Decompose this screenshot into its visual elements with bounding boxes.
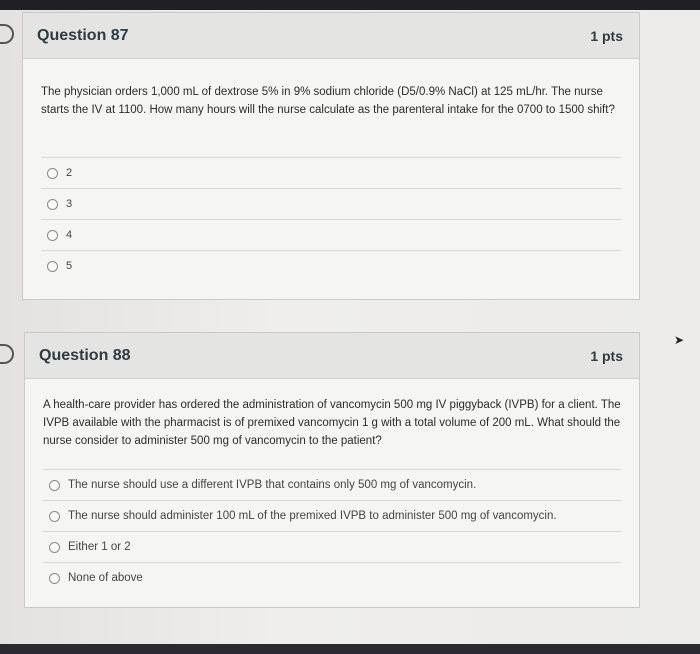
answer-label: 3 xyxy=(66,198,73,210)
question-87-text: The physician orders 1,000 mL of dextrose 5% in 9% sodium chloride (D5/0.9% NaCl) at 125 mL/hr. The nurse starts the IV at 1100. How many hours will the nurse calculate as the parenteral intake for the 0700 to 1500 shift? xyxy=(41,86,615,116)
answer-option[interactable] xyxy=(43,469,621,500)
question-88-answers xyxy=(43,469,621,593)
answer-option[interactable] xyxy=(43,562,621,593)
answer-label: The nurse should administer 100 mL of the premixed IVPB to administer 500 mg of vancomycin. xyxy=(68,510,557,522)
answer-label: The nurse should use a different IVPB that contains only 500 mg of vancomycin. xyxy=(68,479,477,491)
answer-option[interactable] xyxy=(41,219,621,250)
question-87-answers xyxy=(41,157,621,281)
question-87-points: 1 pts xyxy=(590,27,623,44)
mouse-cursor-icon: ➤ xyxy=(674,333,685,347)
question-88-header xyxy=(25,333,639,379)
answer-option[interactable] xyxy=(43,500,621,531)
radio-icon[interactable] xyxy=(47,199,58,210)
radio-icon[interactable] xyxy=(49,542,60,553)
question-88-text: A health-care provider has ordered the administration of vancomycin 500 mg IV piggyback (IVPB) for a client. The IVPB available with the pharmacist is of premixed vancomycin 1 g with a total volume of 200 mL. What should the nurse consider to administer 500 mg of vancomycin to the patient? xyxy=(43,399,621,447)
question-87-header xyxy=(23,13,639,59)
radio-icon[interactable] xyxy=(49,511,60,522)
answer-option[interactable] xyxy=(41,188,621,219)
radio-icon[interactable] xyxy=(47,261,58,272)
question-88-title: Question 88 xyxy=(39,346,131,364)
answer-option[interactable] xyxy=(41,157,621,188)
answer-label: 5 xyxy=(66,260,73,272)
answer-label: Either 1 or 2 xyxy=(68,541,131,553)
answer-label: None of above xyxy=(68,572,143,584)
answer-label: 4 xyxy=(66,229,73,241)
window-bottom-bar xyxy=(0,644,700,654)
answer-label: 2 xyxy=(66,167,73,179)
question-87-card xyxy=(22,12,640,300)
radio-icon[interactable] xyxy=(49,573,60,584)
answer-option[interactable] xyxy=(43,531,621,562)
question-87-title: Question 87 xyxy=(37,26,129,44)
window-top-bar xyxy=(0,0,700,10)
answer-option[interactable] xyxy=(41,250,621,281)
radio-icon[interactable] xyxy=(49,480,60,491)
radio-icon[interactable] xyxy=(47,230,58,241)
radio-icon[interactable] xyxy=(47,168,58,179)
question-88-card xyxy=(24,332,640,608)
question-88-points: 1 pts xyxy=(590,347,623,364)
